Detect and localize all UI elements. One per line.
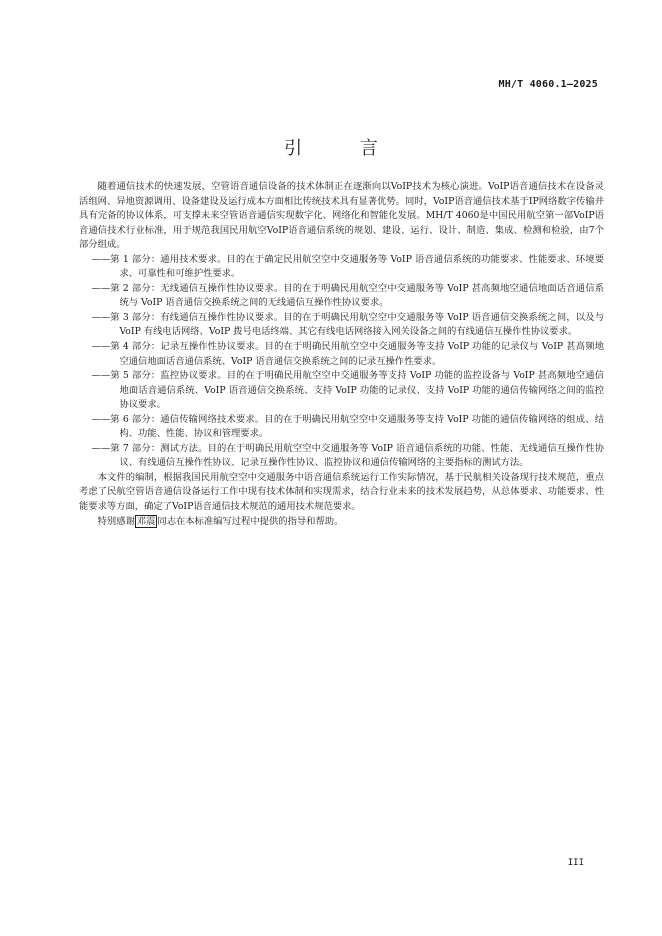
part-1-item: ——第 1 部分：通用技术要求。目的在于确定民用航空空中交通服务等 VoIP 语音通信系统的功能要求、性能要求、环境要求、可靠性和可维护性要求。 (91, 253, 604, 280)
closing-paragraph: 本文件的编制，根据我国民用航空空中交通服务中语音通信系统运行工作实际情况，基于民航相关设备现行技术规范，重点考虑了民航空管语音通信设备运行工作中现有技术体制和实现需求，结合行业未来的技术发展趋势，从总体要求、功能要求、性能要求等方面，确定了VoIP语音通信技术规范的通用技术规范要求。 (79, 471, 604, 513)
highlighted-name: 邓震 (136, 515, 156, 527)
intro-paragraph: 随着通信技术的快速发展，空管语音通信设备的技术体制正在逐渐向以VoIP技术为核心演进。VoIP语音通信技术在设备灵活组网、异地资源调用、设备建设及运行成本方面相比传统技术具有显著优势。同时，VoIP语音通信技术基于IP网络数字传输并具有完备的协议体系，可支撑未来空管语音通信实现数字化、网络化和智能化发展。MH/T 4060是中国民用航空第一部VoIP语音通信技术行业标准，用于规范我国民用航空VoIP语音通信系统的规划、建设、运行、设计、制造、集成、检测和检验，由7个部分组成。 (79, 181, 604, 251)
part-4-item: ——第 4 部分：记录互操作性协议要求。目的在于明确民用航空空中交通服务等支持 VoIP 功能的记录仪与 VoIP 甚高频地空通信地面话音通信系统、VoIP 语音通信交换系统之间的记录互操作性要求。 (91, 341, 604, 367)
thanks-suffix: 同志在本标准编写过程中提供的指导和帮助。 (157, 515, 344, 527)
thanks-paragraph (79, 515, 604, 530)
part-7-item: ——第 7 部分：测试方法。目的在于明确民用航空空中交通服务等 VoIP 语音通信系统的功能、性能、无线通信互操作性协议、有线通信互操作性协议、记录互操作性协议、监控协议和通信传输网络的主要指标的测试方法。 (91, 442, 604, 469)
section-title: 引 言 (284, 138, 404, 159)
body-text (79, 180, 604, 529)
part-2-item: ——第 2 部分：无线通信互操作性协议要求。目的在于明确民用航空空中交通服务等 VoIP 甚高频地空通信地面话音通信系统与 VoIP 语音通信交换系统之间的无线通信互操作性协议要求。 (91, 282, 604, 309)
page-number: III (567, 858, 584, 868)
thanks-prefix: 特别感谢 (97, 515, 135, 527)
part-6-item: ——第 6 部分：通信传输网络技术要求。目的在于明确民用航空空中交通服务等支持 VoIP 功能的通信传输网络的组成、结构、功能、性能、协议和管理要求。 (91, 413, 604, 440)
standard-code: MH/T 4060.1—2025 (498, 79, 598, 90)
part-3-item: ——第 3 部分：有线通信互操作性协议要求。目的在于明确民用航空空中交通服务等 VoIP 语音通信交换系统之间，以及与 VoIP 有线电话网络、VoIP 拨号电话终端、其它有线电话网络接入网关设备之间的有线通信互操作性协议要求。 (91, 311, 604, 338)
part-5-item: ——第 5 部分：监控协议要求。目的在于明确民用航空空中交通服务等支持 VoIP 功能的监控设备与 VoIP 甚高频地空通信地面话音通信系统、VoIP 语音通信交换系统、支持 VoIP 功能的记录仪、支持 VoIP 功能的通信传输网络之间的监控协议要求。 (91, 370, 604, 411)
